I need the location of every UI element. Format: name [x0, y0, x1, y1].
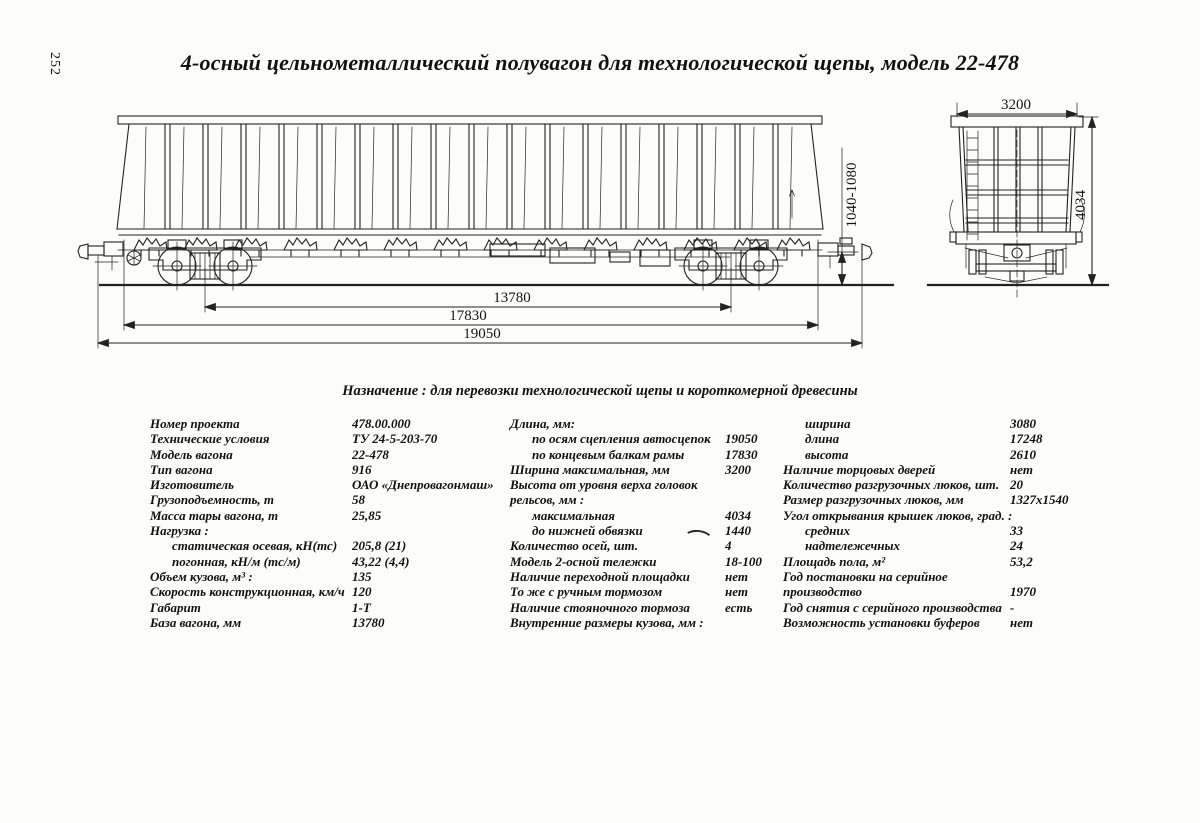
spec-value: 205,8 (21) [352, 538, 407, 554]
spec-value: ТУ 24-5-203-70 [352, 431, 438, 447]
spec-row [150, 523, 502, 538]
spec-value: 25,85 [352, 507, 382, 523]
spec-value: 1327х1540 [1010, 492, 1069, 508]
spec-value: 4034 [725, 507, 751, 523]
spec-row [783, 523, 1083, 538]
spec-label: Количество разгрузочных люков, шт. [783, 477, 1000, 493]
spec-row [510, 538, 782, 553]
spec-row [783, 584, 1083, 599]
spec-label: Модель 2-осной тележки [510, 553, 657, 569]
spec-value: 3200 [725, 461, 751, 477]
spec-row [150, 477, 502, 492]
spec-row [783, 462, 1083, 477]
spec-row [783, 569, 1083, 584]
spec-row [150, 508, 502, 523]
spec-label: Наличие стояночного тормоза [510, 599, 690, 615]
spec-label: Высота от уровня верха головок [510, 477, 698, 493]
spec-row [510, 600, 782, 615]
side-view [78, 116, 893, 348]
spec-label: Масса тары вагона, т [150, 507, 279, 523]
spec-row [783, 477, 1083, 492]
spec-value: нет [725, 568, 748, 584]
spec-row [783, 538, 1083, 553]
spec-row [150, 538, 502, 553]
spec-value: 24 [1010, 538, 1023, 554]
page-number: 252 [47, 52, 62, 76]
spec-row [150, 416, 502, 431]
spec-row [510, 523, 782, 538]
spec-row [783, 416, 1083, 431]
spec-label: Объем кузова, м³ : [150, 568, 253, 584]
spec-row [150, 554, 502, 569]
page-title: 4-осный цельнометаллический полувагон для технологической щепы, модель 22-478 [180, 50, 1020, 75]
spec-row [783, 600, 1083, 615]
coupler-left [78, 242, 141, 270]
dim-coupler-height-label: 1040-1080 [844, 162, 860, 228]
spec-column-3 [783, 416, 1083, 630]
spec-row [783, 492, 1083, 507]
spec-row [510, 492, 782, 507]
spec-row [510, 615, 782, 630]
spec-label: по концевым балкам рамы [532, 446, 685, 462]
spec-value: 17830 [725, 446, 758, 462]
spec-label: Угол открывания крышек люков, град. : [783, 507, 1013, 523]
spec-label: до нижней обвязки [532, 523, 643, 539]
spec-row [510, 431, 782, 446]
spec-value: 19050 [725, 431, 758, 447]
spec-label: ширина [805, 416, 851, 431]
spec-label: Технические условия [150, 431, 270, 447]
spec-row [150, 615, 502, 630]
spec-value: 1-Т [352, 599, 371, 615]
spec-label: Изготовитель [150, 477, 234, 493]
spec-value: ОАО «Днепровагонмаш» [352, 477, 494, 493]
dim-end-width-label: 3200 [1001, 97, 1031, 113]
spec-label: Размер разгрузочных люков, мм [783, 492, 964, 508]
spec-label: средних [805, 523, 851, 539]
spec-row [150, 584, 502, 599]
spec-value: 58 [352, 492, 365, 508]
spec-label: Нагрузка : [150, 523, 209, 539]
dim-coupler-length-label: 19050 [463, 326, 501, 342]
spec-label: надтележечных [805, 538, 901, 554]
coupler-right [818, 238, 872, 268]
spec-value: 13780 [352, 614, 385, 630]
dim-frame-length-label: 17830 [449, 308, 487, 324]
spec-label: Наличие переходной площадки [510, 568, 690, 584]
spec-label: производство [783, 584, 862, 600]
spec-row [150, 462, 502, 477]
spec-label: База вагона, мм [150, 614, 242, 630]
spec-row [510, 508, 782, 523]
spec-label: Габарит [150, 599, 201, 615]
spec-label: Длина, мм: [510, 416, 576, 431]
spec-label: Тип вагона [150, 461, 213, 477]
spec-row [510, 584, 782, 599]
spec-value: 2610 [1010, 446, 1036, 462]
spec-value: - [1010, 599, 1015, 615]
spec-label: Площадь пола, м² [783, 553, 886, 569]
spec-value: есть [725, 599, 753, 615]
spec-value: 916 [352, 461, 372, 477]
spec-column-1 [150, 416, 502, 630]
spec-label: рельсов, мм : [510, 492, 585, 508]
spec-row [510, 462, 782, 477]
spec-value: 22-478 [352, 446, 389, 462]
spec-row [510, 447, 782, 462]
spec-value: 17248 [1010, 431, 1043, 447]
spec-label: Год снятия с серийного производства [783, 599, 1002, 615]
spec-value: нет [1010, 461, 1033, 477]
dim-wheelbase-label: 13780 [493, 290, 531, 306]
spec-row [783, 615, 1083, 630]
spec-value: 43,22 (4,4) [352, 553, 410, 569]
spec-label: длина [805, 431, 840, 447]
spec-label: Скорость конструкционная, км/ч [150, 584, 345, 600]
purpose-line: Назначение : для перевозки технологической щепы и короткомерной древесины [342, 383, 858, 399]
spec-value: нет [725, 584, 748, 600]
spec-row [150, 569, 502, 584]
spec-row [150, 492, 502, 507]
spec-label: Внутренние размеры кузова, мм : [510, 614, 704, 630]
spec-label: высота [805, 446, 849, 462]
spec-label: погонная, кН/м (тс/м) [172, 553, 301, 569]
spec-row [783, 508, 1083, 523]
spec-label: Номер проекта [150, 416, 240, 431]
spec-value: 1440 [725, 523, 751, 539]
spec-label: То же с ручным тормозом [510, 584, 663, 600]
end-view [928, 97, 1108, 298]
spec-label: максимальная [532, 507, 615, 523]
spec-value: 4 [725, 538, 732, 554]
spec-label: статическая осевая, кН(тс) [172, 538, 338, 554]
spec-value: 1970 [1010, 584, 1036, 600]
spec-row [783, 554, 1083, 569]
spec-value: 478.00.000 [352, 416, 411, 431]
spec-value: 33 [1010, 523, 1023, 539]
spec-row [150, 447, 502, 462]
spec-row [510, 569, 782, 584]
spec-label: Наличие торцовых дверей [783, 461, 936, 477]
spec-value: 135 [352, 568, 372, 584]
spec-row [510, 554, 782, 569]
spec-value: нет [1010, 614, 1033, 630]
spec-row [783, 447, 1083, 462]
spec-column-2 [510, 416, 782, 630]
spec-value: 53,2 [1010, 553, 1033, 569]
spec-value: 120 [352, 584, 372, 600]
spec-label: Возможность установки буферов [783, 614, 980, 630]
spec-label: Год постановки на серийное [783, 568, 948, 584]
dim-end-height-label: 4034 [1073, 190, 1089, 220]
spec-value: 3080 [1010, 416, 1036, 431]
spec-label: Грузоподъемность, т [150, 492, 275, 508]
spec-label: по осям сцепления автосцепок [532, 431, 711, 447]
spec-row [510, 477, 782, 492]
spec-row [150, 600, 502, 615]
spec-value: 20 [1010, 477, 1023, 493]
spec-label: Количество осей, шт. [510, 538, 639, 554]
spec-row [150, 431, 502, 446]
spec-row [783, 431, 1083, 446]
spec-value: 18-100 [725, 553, 762, 569]
spec-label: Ширина максимальная, мм [510, 461, 670, 477]
spec-row [510, 416, 782, 431]
spec-label: Модель вагона [150, 446, 233, 462]
